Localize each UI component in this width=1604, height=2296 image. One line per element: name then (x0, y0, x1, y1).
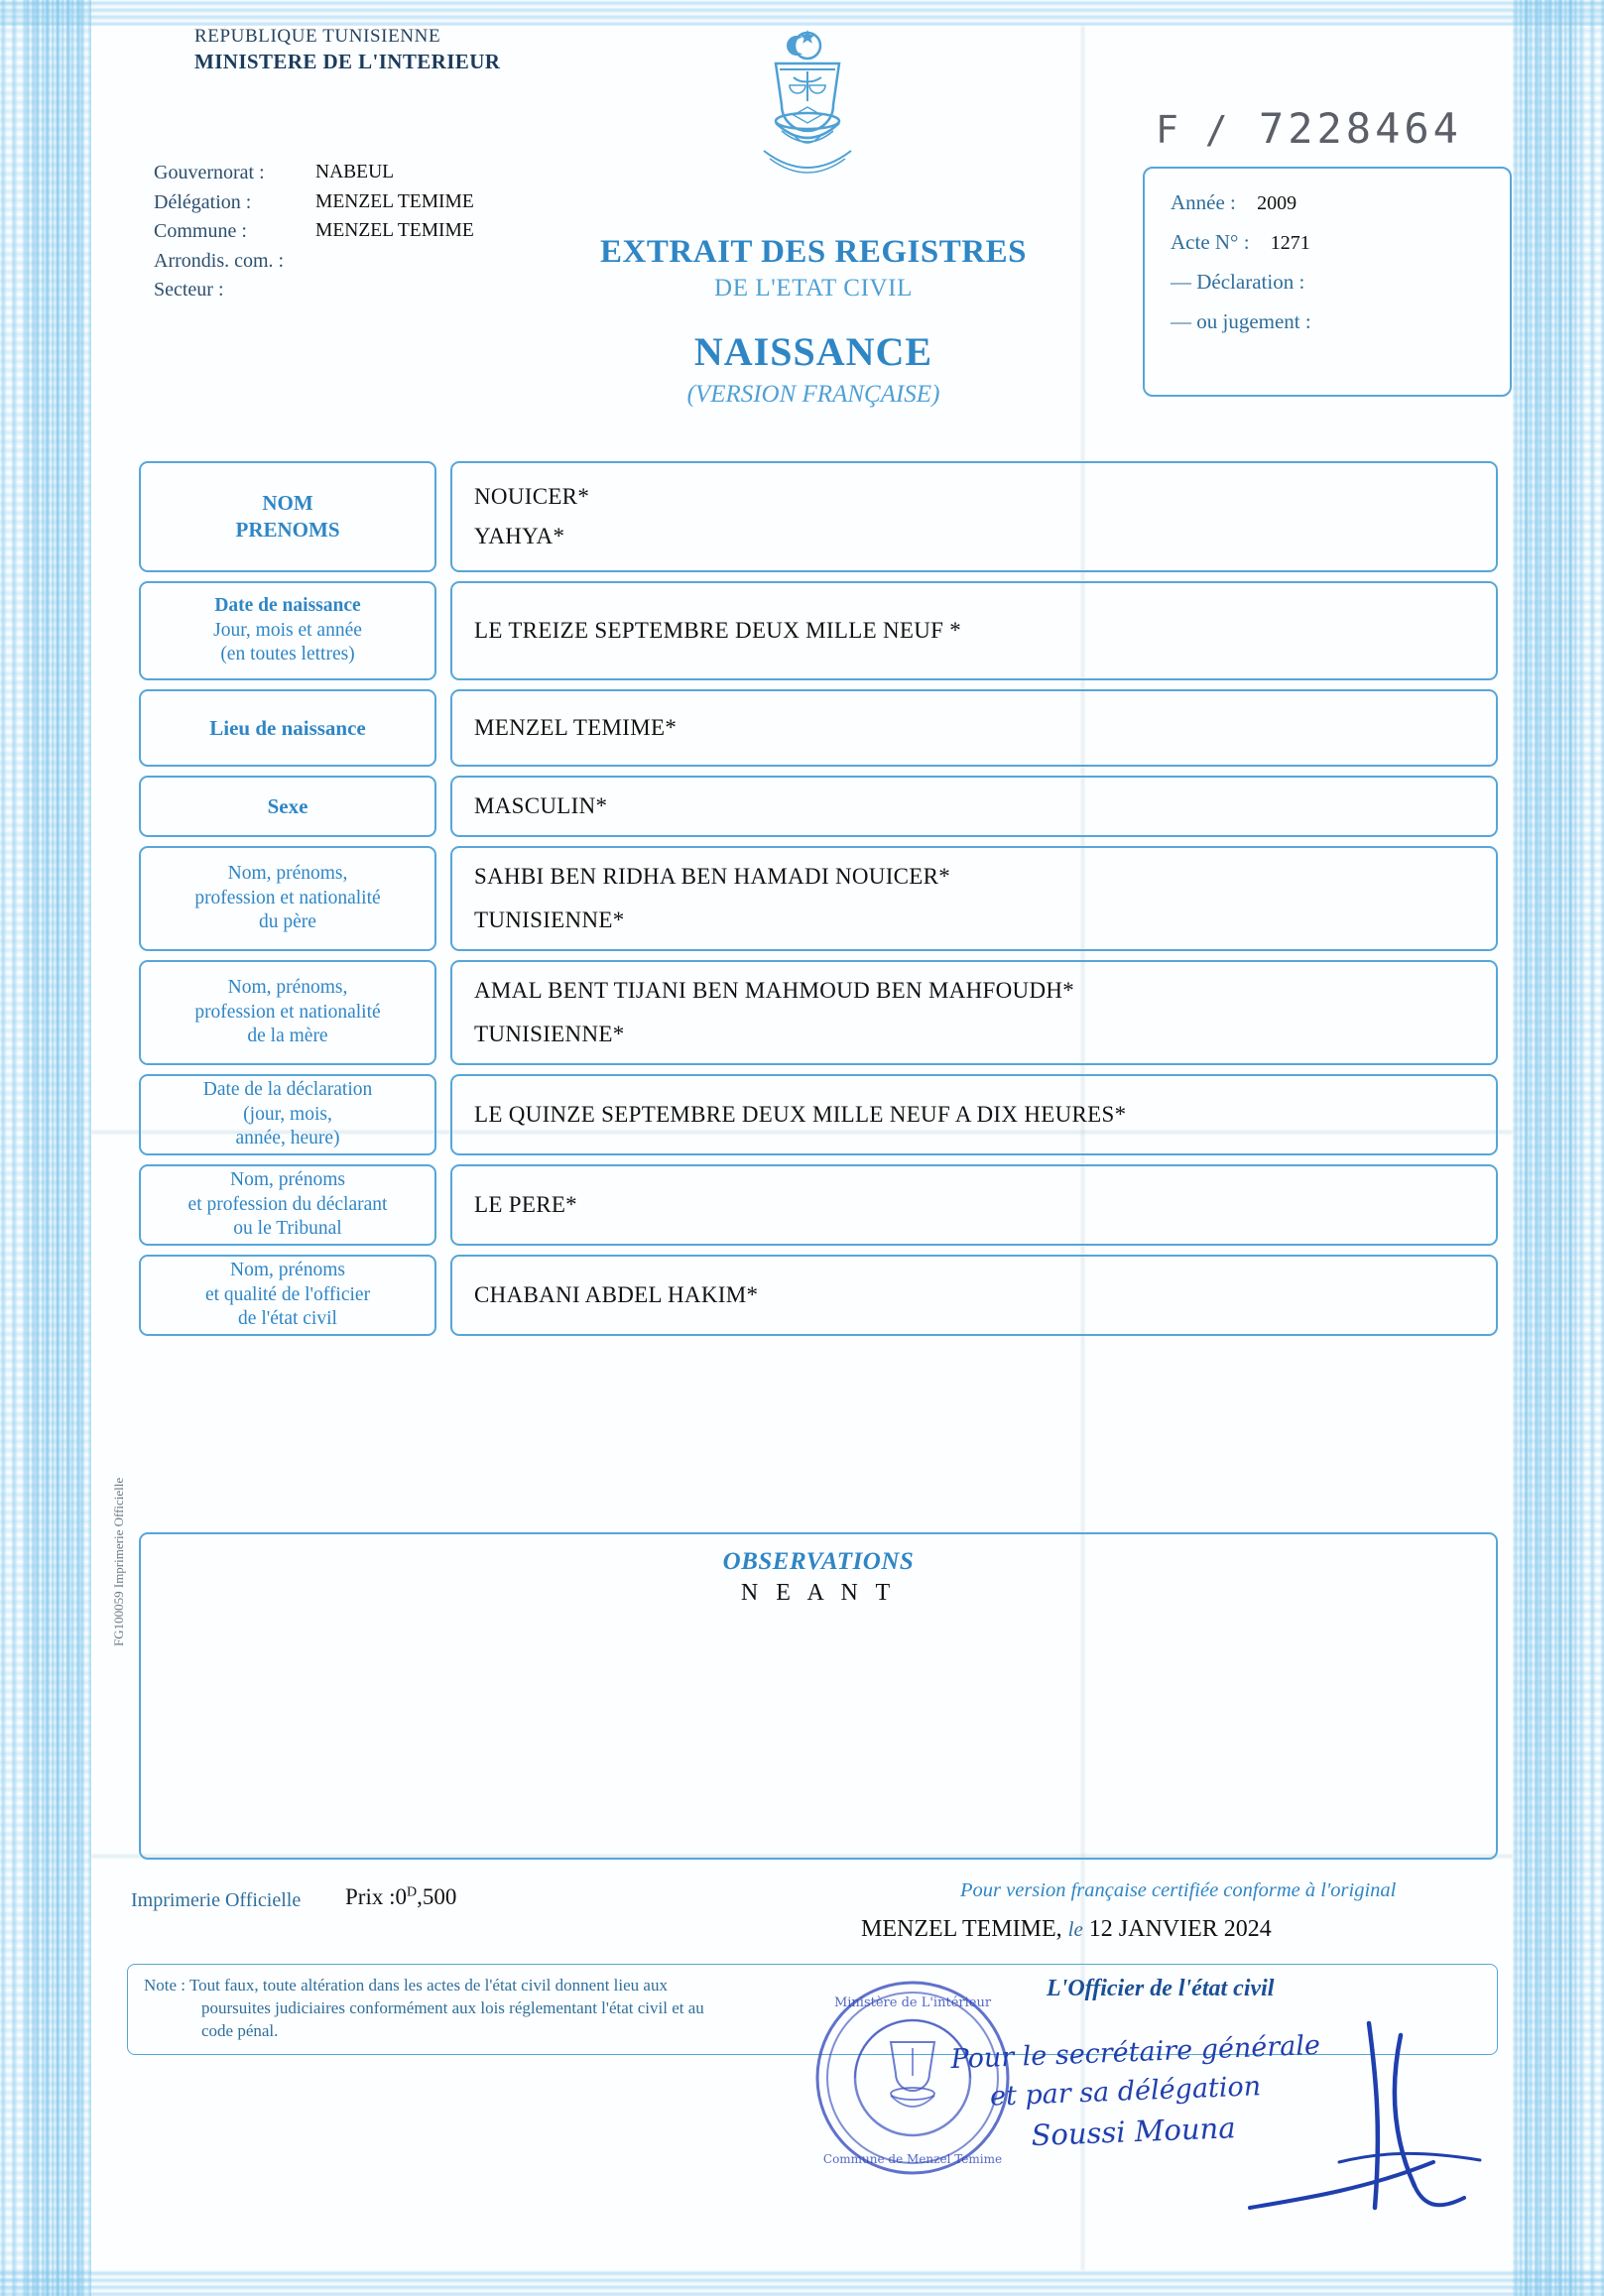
declaration-label: — Déclaration : (1171, 270, 1305, 294)
pob-value: MENZEL TEMIME* (474, 715, 678, 740)
admin-row (154, 276, 474, 305)
secteur-value (308, 276, 315, 305)
price-decimals: ,500 (417, 1884, 457, 1909)
declaration-date-label-line-3: année, heure) (235, 1128, 340, 1149)
mother-name-value: AMAL BENT TIJANI BEN MAHMOUD BEN MAHFOUDH* (474, 978, 1075, 1003)
dob-value: LE TREIZE SEPTEMBRE DEUX MILLE NEUF * (474, 618, 962, 643)
table-row-civil-officer (139, 1255, 1498, 1336)
civil-officer-label-cell (139, 1255, 436, 1336)
declarant-label-line-2: et profession du déclarant (187, 1193, 388, 1215)
secteur-label: Secteur : (154, 279, 224, 302)
title-line-4: (VERSION FRANÇAISE) (686, 381, 940, 408)
title-line-3: NAISSANCE (693, 329, 933, 374)
decorative-wave-right (1519, 0, 1578, 2296)
father-label-line-3: du père (259, 911, 316, 933)
declaration-date-label-line-1: Date de la déclaration (202, 1078, 373, 1100)
delegation-value: MENZEL TEMIME (315, 190, 474, 212)
place-and-date (861, 1916, 1272, 1943)
certificate-fields-table (139, 461, 1498, 1345)
signature-line-2: et par sa délégation (989, 2071, 1262, 2113)
declaration-row (1171, 270, 1320, 295)
observations-title: OBSERVATIONS (722, 1548, 915, 1575)
ministry-header (194, 26, 500, 74)
acte-label: Acte N° : (1171, 230, 1250, 254)
mother-nationality-value: TUNISIENNE* (474, 1022, 625, 1046)
note-line-2: poursuites judiciaires conformément aux lois réglementant l'état civil et au (201, 1997, 704, 2017)
pob-value-cell (450, 689, 1498, 767)
observations-box (139, 1532, 1498, 1860)
price-currency-superscript: D (406, 1884, 418, 1900)
officer-title: L'Officier de l'état civil (1047, 1976, 1275, 2001)
table-row-sex (139, 776, 1498, 837)
table-row-declarant (139, 1164, 1498, 1246)
note-label: Note : (144, 1976, 186, 1994)
declarant-value: LE PERE* (474, 1192, 577, 1217)
mother-label-line-3: de la mère (247, 1026, 328, 1047)
gouvernorat-label: Gouvernorat : (154, 162, 265, 183)
jugement-label: — ou jugement : (1171, 309, 1311, 333)
commune-label: Commune : (154, 220, 247, 243)
civil-officer-value: CHABANI ABDEL HAKIM* (474, 1282, 759, 1307)
admin-row (154, 159, 474, 188)
declaration-date-label-line-2: (jour, mois, (243, 1103, 332, 1125)
prenoms-value: YAHYA* (474, 524, 565, 548)
civil-officer-label-line-3: de l'état civil (238, 1308, 337, 1330)
ministry-label: MINISTERE DE L'INTERIEUR (194, 50, 501, 73)
table-row-name (139, 461, 1498, 572)
declaration-date-label-cell (139, 1074, 436, 1155)
annee-value: 2009 (1257, 192, 1297, 214)
le-word: le (1067, 1917, 1083, 1941)
decorative-wave-left (26, 0, 85, 2296)
serial-prefix: F / (1156, 108, 1230, 152)
civil-officer-label-line-1: Nom, prénoms (230, 1259, 345, 1280)
name-value-cell (450, 461, 1498, 572)
registry-reference-box (1143, 167, 1512, 397)
declarant-label-line-1: Nom, prénoms (230, 1168, 345, 1190)
issue-place: MENZEL TEMIME, (861, 1916, 1062, 1942)
handwritten-signature (1220, 2013, 1518, 2241)
observations-value: N E A N T (740, 1580, 897, 1606)
pob-label: Lieu de naissance (209, 715, 366, 740)
admin-row (154, 217, 474, 247)
price-label (345, 1884, 456, 1910)
table-row-mother (139, 960, 1498, 1065)
father-label-line-1: Nom, prénoms, (227, 862, 348, 884)
nom-label: NOM (262, 491, 313, 516)
acte-row (1171, 230, 1310, 255)
name-label-cell (139, 461, 436, 572)
annee-row (1171, 190, 1296, 215)
father-value-cell (450, 846, 1498, 951)
acte-value: 1271 (1270, 232, 1310, 254)
declaration-date-value-cell (450, 1074, 1498, 1155)
prenoms-label: PRENOMS (235, 518, 340, 542)
signature-line-1: Pour le secrétaire générale (949, 2029, 1321, 2076)
arrondissement-label: Arrondis. com. : (154, 249, 285, 272)
national-emblem-icon (746, 24, 870, 212)
father-nationality-value: TUNISIENNE* (474, 907, 625, 932)
sexe-value: MASCULIN* (474, 793, 608, 818)
admin-row (154, 247, 474, 277)
decorative-border-top (0, 0, 1604, 26)
table-row-declaration-date (139, 1074, 1498, 1155)
declarant-label-line-3: ou le Tribunal (233, 1218, 342, 1240)
civil-officer-value-cell (450, 1255, 1498, 1336)
table-row-date-of-birth (139, 581, 1498, 680)
sexe-label-cell (139, 776, 436, 837)
father-label-line-2: profession et nationalité (194, 887, 381, 908)
pob-label-cell (139, 689, 436, 767)
page-title (536, 234, 1091, 409)
republic-label: REPUBLIQUE TUNISIENNE (194, 26, 441, 47)
serial-number (1156, 104, 1462, 153)
gouvernorat-value: NABEUL (315, 162, 395, 182)
dob-label-line-1: Date de naissance (214, 594, 361, 616)
dob-label-line-2: Jour, mois et année (213, 619, 362, 641)
serial-value: 7228464 (1258, 104, 1462, 153)
admin-row (154, 188, 474, 218)
sexe-value-cell (450, 776, 1498, 837)
dob-value-cell (450, 581, 1498, 680)
svg-text:Ministère de L'intérieur: Ministère de L'intérieur (833, 1995, 992, 2010)
father-label-cell (139, 846, 436, 951)
dob-label-cell (139, 581, 436, 680)
dob-label-line-3: (en toutes lettres) (220, 644, 355, 665)
arrondissement-value (308, 247, 315, 277)
table-row-place-of-birth (139, 689, 1498, 767)
nom-value: NOUICER* (474, 484, 590, 509)
administrative-origin-block (154, 159, 474, 305)
note-line-1: Tout faux, toute altération dans les actes de l'état civil donnent lieu aux (188, 1976, 668, 1994)
printer-code: FG100059 Imprimerie Officielle (111, 1477, 126, 1646)
title-line-2: DE L'ETAT CIVIL (714, 275, 913, 302)
sexe-label: Sexe (267, 793, 308, 818)
declaration-date-value: LE QUINZE SEPTEMBRE DEUX MILLE NEUF A DIX HEURES* (474, 1102, 1127, 1127)
title-line-1: EXTRAIT DES REGISTRES (600, 234, 1027, 270)
signature-line-3: Soussi Mouna (1030, 2111, 1237, 2153)
mother-label-line-1: Nom, prénoms, (227, 976, 348, 998)
issue-date: 12 JANVIER 2024 (1088, 1916, 1272, 1942)
table-row-father (139, 846, 1498, 951)
annee-label: Année : (1171, 190, 1236, 214)
declarant-value-cell (450, 1164, 1498, 1246)
decorative-border-bottom (0, 2270, 1604, 2296)
civil-officer-label-line-2: et qualité de l'officier (204, 1283, 371, 1305)
printer-label: Imprimerie Officielle (131, 1889, 302, 1911)
delegation-label: Délégation : (154, 190, 252, 213)
note-line-3: code pénal. (201, 2020, 279, 2040)
conformity-statement: Pour version française certifiée conforme à l'original (960, 1879, 1397, 1901)
declarant-label-cell (139, 1164, 436, 1246)
svg-text:Commune de Menzel Temime: Commune de Menzel Temime (822, 2152, 1003, 2166)
father-name-value: SAHBI BEN RIDHA BEN HAMADI NOUICER* (474, 864, 951, 889)
mother-value-cell (450, 960, 1498, 1065)
mother-label-cell (139, 960, 436, 1065)
price-amount: 0 (395, 1884, 407, 1909)
jugement-row (1171, 309, 1327, 334)
commune-value: MENZEL TEMIME (315, 220, 474, 242)
mother-label-line-2: profession et nationalité (194, 1001, 381, 1023)
price-text: Prix : (345, 1884, 396, 1909)
